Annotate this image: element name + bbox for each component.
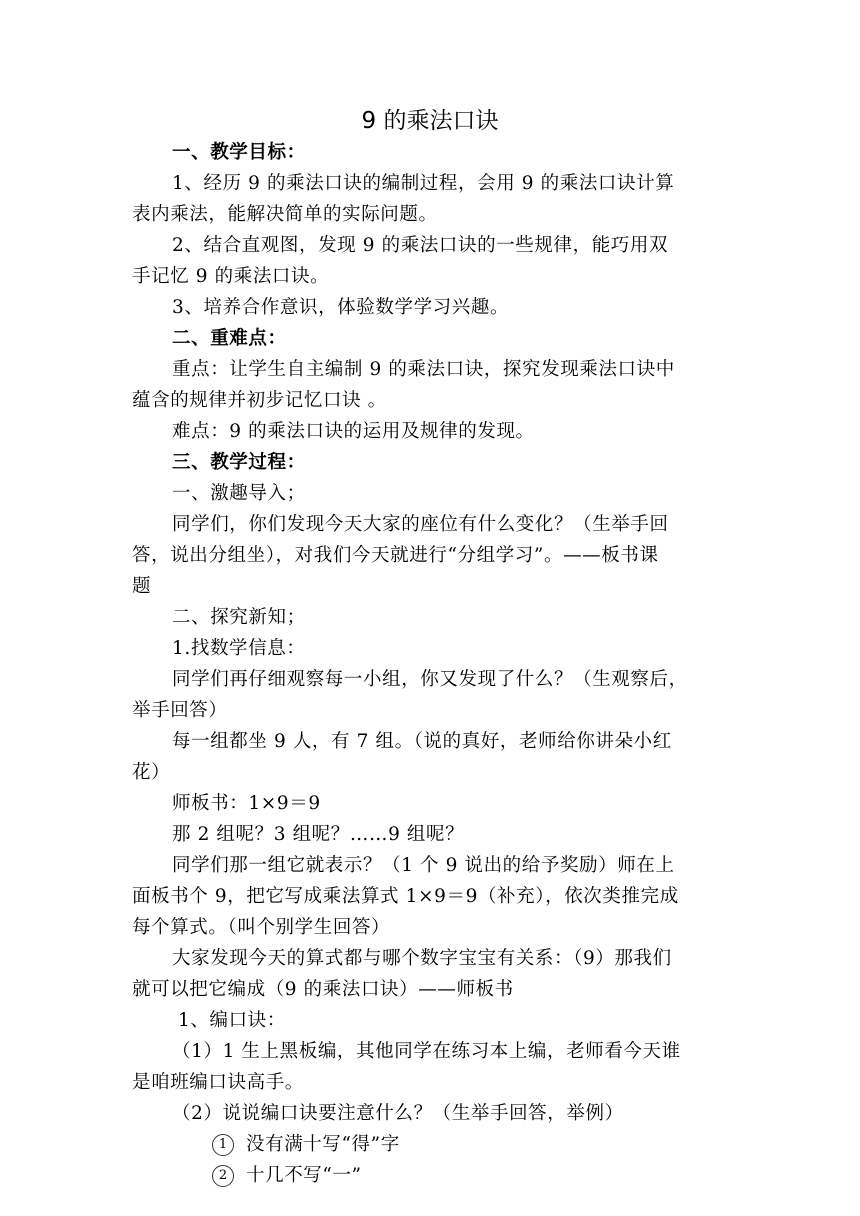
paragraph-line: （1）1 生上黑板编，其他同学在练习本上编，老师看今天谁 (172, 1041, 681, 1062)
subheading-make-rhyme: 1、编口诀： (178, 1010, 286, 1031)
paragraph-line: 师板书：1×9＝9 (172, 793, 321, 814)
paragraph-line: 手记忆 9 的乘法口诀。 (132, 266, 330, 287)
heading-teaching-goals: 一、教学目标： (172, 142, 306, 163)
circled-number-marker: 1 (212, 1134, 234, 1156)
list-item (212, 1163, 362, 1189)
paragraph-line: 2、结合直观图，发现 9 的乘法口诀的一些规律，能巧用双 (172, 235, 669, 256)
paragraph-line: 同学们，你们发现今天大家的座位有什么变化？（生举手回 (172, 514, 669, 535)
subheading-find-info: 1.找数学信息： (172, 638, 306, 659)
list-item-text: 十几不写“一” (246, 1165, 362, 1186)
subheading-intro: 一、激趣导入； (172, 483, 306, 504)
document-title: 9 的乘法口诀 (361, 108, 499, 134)
heading-teaching-process: 三、教学过程： (172, 452, 306, 473)
paragraph-line: 大家发现今天的算式都与哪个数字宝宝有关系：（9）那我们 (172, 948, 672, 969)
paragraph-line: 重点：让学生自主编制 9 的乘法口诀，探究发现乘法口诀中 (172, 359, 675, 380)
paragraph-line: 那 2 组呢？3 组呢？……9 组呢？ (172, 824, 465, 845)
paragraph-line: 每一组都坐 9 人，有 7 组。（说的真好，老师给你讲朵小红 (172, 731, 672, 752)
paragraph-line: 是咱班编口诀高手。 (132, 1072, 304, 1093)
paragraph-line: 难点：9 的乘法口诀的运用及规律的发现。 (172, 421, 535, 442)
paragraph-line: 1、经历 9 的乘法口诀的编制过程，会用 9 的乘法口诀计算 (172, 173, 675, 194)
paragraph-line: 面板书个 9，把它写成乘法算式 1×9＝9（补充），依次类推完成 (132, 886, 679, 907)
list-item-text: 没有满十写“得”字 (246, 1134, 400, 1155)
paragraph-line: 举手回答） (132, 700, 228, 721)
paragraph-line: 同学们再仔细观察每一小组，你又发现了什么？（生观察后， (172, 669, 688, 690)
paragraph-line: 花） (132, 762, 171, 783)
paragraph-line: 题 (132, 576, 152, 597)
paragraph-line: 3、培养合作意识，体验数学学习兴趣。 (172, 297, 510, 318)
paragraph-line: 同学们那一组它就表示？（1 个 9 说出的给予奖励）师在上 (172, 855, 675, 876)
paragraph-line: 答，说出分组坐），对我们今天就进行“分组学习”。——板书课 (132, 545, 659, 566)
heading-key-points: 二、重难点： (172, 328, 287, 349)
subheading-explore: 二、探究新知； (172, 607, 306, 628)
paragraph-line: 每个算式。（叫个别学生回答） (132, 917, 391, 938)
list-item (212, 1132, 400, 1158)
paragraph-line: 表内乘法，能解决简单的实际问题。 (132, 204, 438, 225)
paragraph-line: 蕴含的规律并初步记忆口诀 。 (132, 390, 387, 411)
circled-number-marker: 2 (212, 1165, 234, 1187)
paragraph-line: 就可以把它编成（9 的乘法口诀）——师板书 (132, 979, 514, 1000)
paragraph-line: （2）说说编口诀要注意什么？（生举手回答，举例） (172, 1103, 624, 1124)
